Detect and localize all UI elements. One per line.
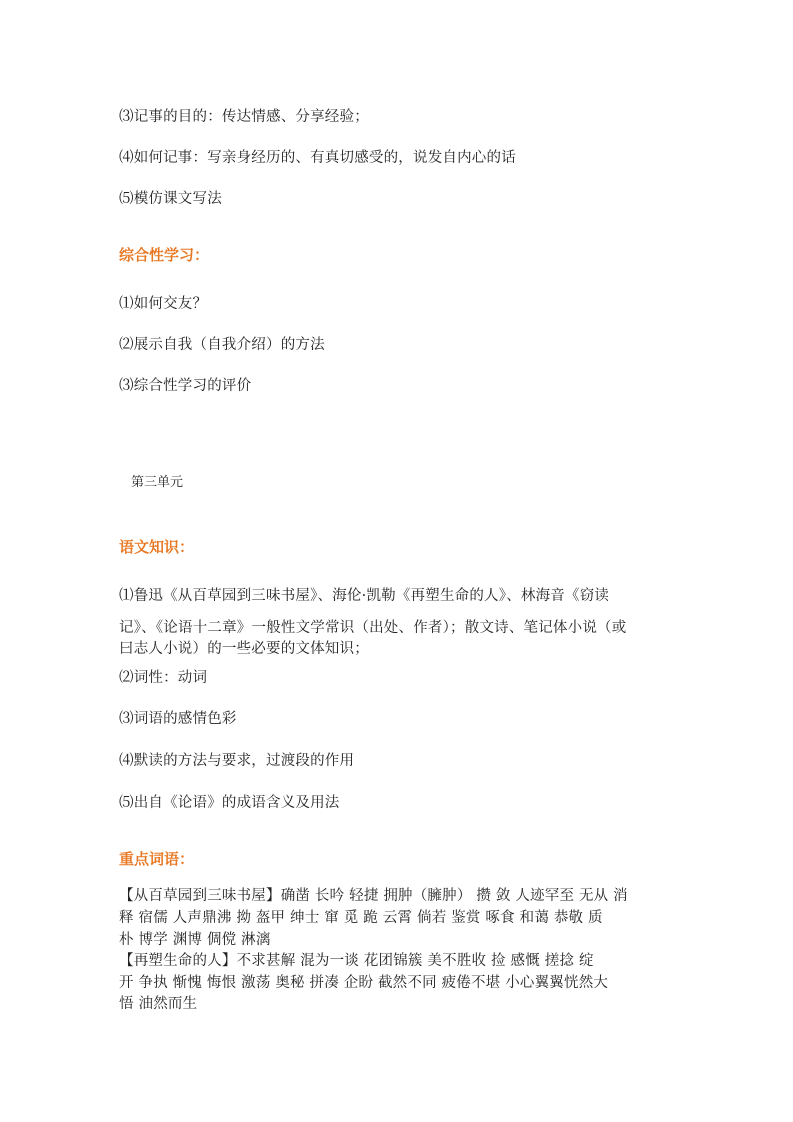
vocab-line-1: 【从百草园到三味书屋】确凿 长吟 轻捷 拥肿（臃肿） 攒 敛 人迹罕至 无从 消 <box>119 888 628 904</box>
vocab-line-5: 开 争执 惭愧 悔恨 激荡 奥秘 拼凑 企盼 截然不同 疲倦不堪 小心翼翼恍然大 <box>119 975 609 991</box>
knowledge-item-2: ⑵词性：动词 <box>119 670 208 686</box>
vocab-line-2: 释 宿儒 人声鼎沸 拗 盔甲 绅士 窜 觅 跪 云霄 倘若 鉴赏 啄食 和蔼 恭敬 质 <box>119 910 603 926</box>
unit-label: 第三单元 <box>131 475 184 490</box>
knowledge-item-5: ⑸出自《论语》的成语含义及用法 <box>119 795 340 811</box>
vocab-line-4: 【再塑生命的人】不求甚解 混为一谈 花团锦簇 美不胜收 捡 感慨 搓捻 绽 <box>119 953 594 969</box>
knowledge-item-1-line-2: 记》、《论语十二章》一般性文学常识（出处、作者）；散文诗、笔记体小说（或 <box>119 620 627 636</box>
knowledge-item-4: ⑷默读的方法与要求，过渡段的作用 <box>119 753 355 769</box>
vocab-line-3: 朴 博学 渊博 倜傥 淋漓 <box>119 932 271 948</box>
knowledge-item-1-line-1: ⑴鲁迅《从百草园到三味书屋》、海伦·凯勒《再塑生命的人》、林海音《窃读 <box>119 588 610 604</box>
knowledge-heading: 语文知识： <box>119 538 195 556</box>
comprehensive-item-2: ⑵展示自我（自我介绍）的方法 <box>119 337 325 353</box>
comprehensive-item-3: ⑶综合性学习的评价 <box>119 378 252 394</box>
knowledge-item-1-line-3: 曰志人小说）的一些必要的文体知识； <box>119 641 369 657</box>
comprehensive-item-1: ⑴如何交友？ <box>119 296 208 312</box>
vocab-heading: 重点词语： <box>119 850 195 868</box>
comprehensive-heading: 综合性学习： <box>119 246 210 264</box>
writing-item-4: ⑷如何记事：写亲身经历的、有真切感受的，说发自内心的话 <box>119 150 516 166</box>
writing-item-5: ⑸模仿课文写法 <box>119 191 222 207</box>
writing-item-3: ⑶记事的目的：传达情感、分享经验； <box>119 109 369 125</box>
knowledge-item-3: ⑶词语的感情色彩 <box>119 711 237 727</box>
vocab-line-6: 悟 油然而生 <box>119 996 198 1012</box>
